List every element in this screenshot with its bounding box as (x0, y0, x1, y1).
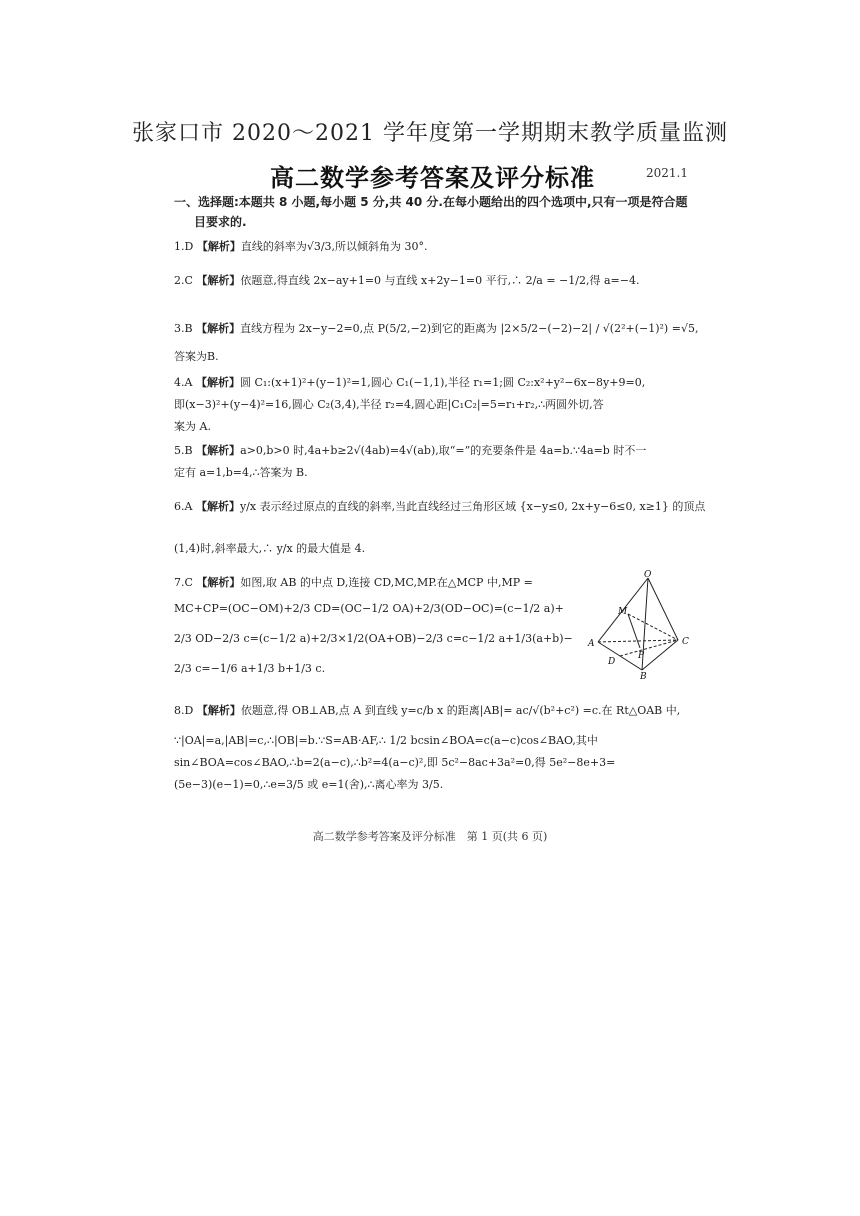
analysis-tag: 【解析】 (196, 274, 241, 287)
answer-line: MC+CP=(OC−OM)+2/3 CD=(OC−1/2 OA)+2/3(OD−OC)=(c−1/2 a)+ (174, 602, 564, 615)
answer-line: 答案为B. (174, 350, 219, 363)
answer-item (174, 236, 428, 258)
figure-label: P (638, 651, 645, 661)
answer-text: y/x 表示经过原点的直线的斜率,当此直线经过三角形区域 {x−y≤0, 2x+y−6≤0, x≥1} 的顶点 (239, 500, 706, 513)
answer-number: 2.C (174, 274, 193, 287)
answer-number: 4.A (174, 376, 193, 389)
figure-label: B (640, 672, 647, 680)
answer-line (174, 270, 639, 292)
analysis-tag: 【解析】 (196, 444, 241, 457)
answer-line: 案为 A. (174, 420, 211, 433)
answer-number: 7.C (174, 576, 193, 589)
answer-line: 2/3 OD−2/3 c=(c−1/2 a)+2/3×1/2(OA+OB)−2/3 c=c−1/2 a+1/3(a+b)− (174, 632, 573, 645)
answer-text: 依题意,得直线 2x−ay+1=0 与直线 x+2y−1=0 平行,∴ 2/a = −1/2,得 a=−4. (240, 274, 640, 287)
analysis-tag: 【解析】 (195, 500, 240, 513)
answer-line (174, 318, 698, 340)
answer-item (174, 318, 698, 368)
analysis-tag: 【解析】 (196, 704, 241, 717)
figure-label: A (588, 639, 595, 649)
answer-line: 2/3 c=−1/6 a+1/3 b+1/3 c. (174, 662, 326, 675)
analysis-tag: 【解析】 (196, 240, 241, 253)
document-date: 2021.1 (646, 166, 688, 180)
answer-item (174, 440, 646, 484)
section-heading-line: 目要求的. (194, 215, 247, 229)
answer-line: 即(x−3)²+(y−4)²=16,圆心 C₂(3,4),半径 r₂=4,圆心距|C₁C₂|=5=r₁+r₂,∴两圆外切,答 (174, 398, 604, 411)
answer-number: 3.B (174, 322, 193, 335)
answer-item (174, 372, 645, 438)
analysis-tag: 【解析】 (195, 376, 240, 389)
answer-text: 依题意,得 OB⊥AB,点 A 到直线 y=c/b x 的距离|AB|= ac/√(b²+c²) =c.在 Rt△OAB 中, (240, 704, 681, 717)
answer-item (174, 270, 639, 292)
answer-item (174, 700, 680, 796)
answer-text: 直线方程为 2x−y−2=0,点 P(5/2,−2)到它的距离为 |2×5/2−(−2)−2| / √(2²+(−1)²) =√5, (240, 322, 699, 335)
figure-label: C (682, 637, 689, 647)
answer-item (174, 572, 573, 680)
document-subtitle: 高二数学参考答案及评分标准 (270, 164, 595, 192)
document-title: 张家口市 2020～2021 学年度第一学期期末教学质量监测 (132, 121, 728, 146)
answer-line (174, 496, 705, 518)
figure-label: O (644, 570, 652, 580)
answer-line: sin∠BOA=cos∠BAO,∴b=2(a−c),∴b²=4(a−c)²,即 5c²−8ac+3a²=0,得 5e²−8e+3= (174, 756, 616, 769)
answer-line: 定有 a=1,b=4,∴答案为 B. (174, 466, 308, 479)
answer-line (174, 572, 573, 594)
answer-text: a>0,b>0 时,4a+b≥2√(4ab)=4√(ab),取“=”的充要条件是 4a=b.∵4a=b 时不一 (240, 444, 647, 457)
answer-line: (5e−3)(e−1)=0,∴e=3/5 或 e=1(舍),∴离心率为 3/5. (174, 778, 444, 791)
section-heading-line: 一、选择题:本题共 8 小题,每小题 5 分,共 40 分.在每小题给出的四个选项中,只有一项是符合题 (174, 195, 688, 209)
section-heading (174, 192, 694, 232)
tetrahedron-figure (586, 570, 696, 680)
edge-OC (648, 578, 678, 640)
analysis-tag: 【解析】 (196, 322, 241, 335)
answer-line: ∵|OA|=a,|AB|=c,∴|OB|=b.∵S=AB·AF,∴ 1/2 bcsin∠BOA=c(a−c)cos∠BAO,其中 (174, 734, 598, 747)
answer-text: 如图,取 AB 的中点 D,连接 CD,MC,MP.在△MCP 中,MP = (240, 576, 533, 589)
figure-label: D (608, 657, 616, 667)
answer-item (174, 496, 705, 560)
answer-line (174, 236, 428, 258)
answer-number: 8.D (174, 704, 194, 717)
figure-label: M (618, 607, 628, 617)
answer-line (174, 440, 646, 462)
answer-line: (1,4)时,斜率最大,∴ y/x 的最大值是 4. (174, 542, 366, 555)
answer-number: 5.B (174, 444, 193, 457)
answer-line (174, 700, 680, 722)
answer-text: 圆 C₁:(x+1)²+(y−1)²=1,圆心 C₁(−1,1),半径 r₁=1;圆 C₂:x²+y²−6x−8y+9=0, (239, 376, 646, 389)
answer-text: 直线的斜率为√3/3,所以倾斜角为 30°. (240, 240, 428, 253)
answer-number: 1.D (174, 240, 194, 253)
answer-number: 6.A (174, 500, 193, 513)
answer-line (174, 372, 645, 394)
segment-DC (620, 640, 678, 656)
page-footer: 高二数学参考答案及评分标准 第 1 页(共 6 页) (312, 830, 548, 843)
analysis-tag: 【解析】 (196, 576, 241, 589)
